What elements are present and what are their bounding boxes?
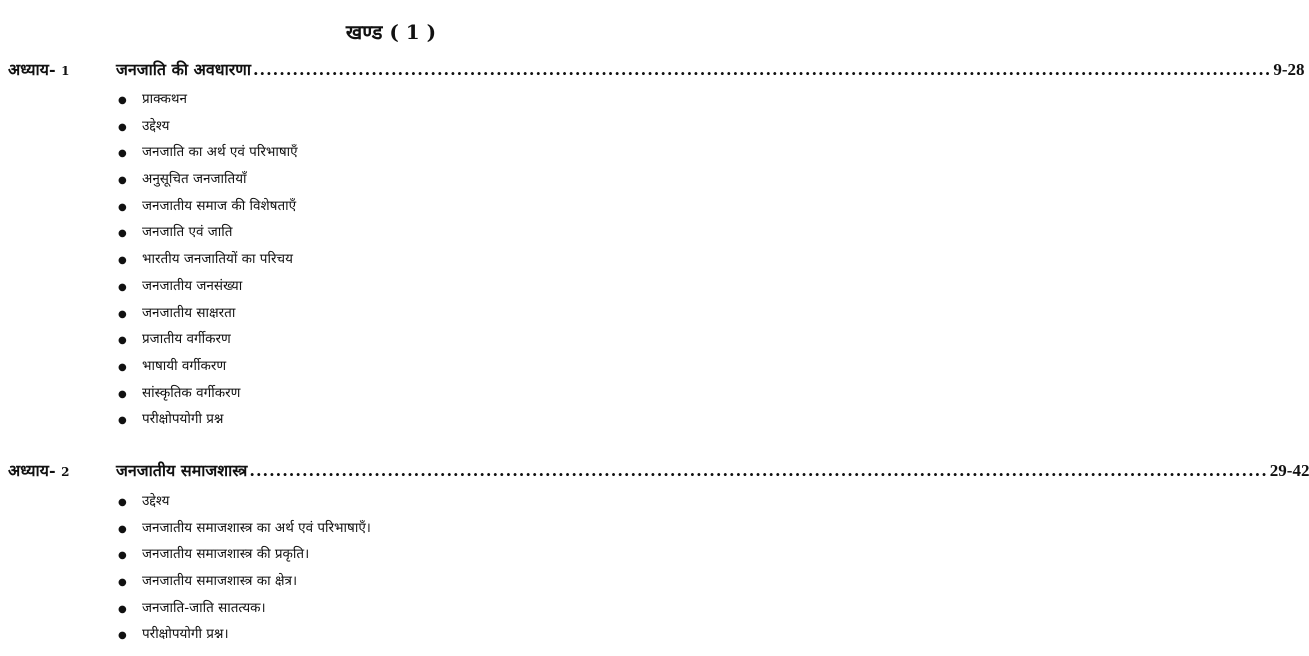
list-item xyxy=(118,515,371,542)
list-item xyxy=(118,595,371,622)
list-item xyxy=(118,193,298,220)
list-item xyxy=(118,406,298,433)
section-heading: खण्ड ( 1 ) xyxy=(345,20,437,44)
bullet-icon: ● xyxy=(118,603,127,615)
topic-text: जनजातीय समाजशास्त्र का अर्थ एवं परिभाषाएँ। xyxy=(142,519,371,536)
topic-text: परीक्षोपयोगी प्रश्न xyxy=(142,411,224,428)
topic-text: सांस्कृतिक वर्गीकरण xyxy=(142,384,241,401)
bullet-icon: ● xyxy=(118,335,127,347)
chapter-1-label xyxy=(8,58,70,83)
list-item xyxy=(118,353,298,380)
list-item xyxy=(118,166,298,193)
list-item xyxy=(118,326,298,353)
chapter-number: 2 xyxy=(61,465,70,479)
list-item xyxy=(118,380,298,407)
list-item xyxy=(118,246,298,273)
dot-leader: ........................................................................................................................................................... xyxy=(249,461,1268,480)
topic-text: उद्देश्य xyxy=(142,493,170,509)
bullet-icon: ● xyxy=(118,201,127,213)
list-item xyxy=(118,113,298,140)
topic-text: जनजाति-जाति सातत्यक। xyxy=(142,599,266,616)
list-item xyxy=(118,273,298,300)
topic-text: अनुसूचित जनजातियाँ xyxy=(142,171,247,188)
bullet-icon: ● xyxy=(118,148,127,160)
bullet-icon: ● xyxy=(118,281,127,293)
bullet-icon: ● xyxy=(118,577,127,589)
list-item xyxy=(118,300,298,327)
topic-text: प्रजातीय वर्गीकरण xyxy=(142,331,231,348)
chapter-number: 1 xyxy=(61,64,70,78)
topic-text: जनजातीय जनसंख्या xyxy=(142,277,243,294)
topic-text: भाषायी वर्गीकरण xyxy=(142,357,227,374)
topic-text: जनजातीय साक्षरता xyxy=(142,304,236,321)
topic-text: जनजातीय समाजशास्त्र का क्षेत्र। xyxy=(142,573,298,590)
topic-text: परीक्षोपयोगी प्रश्न। xyxy=(142,626,229,643)
list-item xyxy=(118,219,298,246)
bullet-icon: ● xyxy=(118,255,127,267)
bullet-icon: ● xyxy=(118,121,127,133)
list-item xyxy=(118,86,298,113)
bullet-icon: ● xyxy=(118,415,127,427)
list-item xyxy=(118,139,298,166)
chapter-label-text: अध्याय- xyxy=(8,60,56,79)
chapter-2-topic-list xyxy=(118,488,371,648)
bullet-icon: ● xyxy=(118,523,127,535)
bullet-icon: ● xyxy=(118,550,127,562)
bullet-icon: ● xyxy=(118,388,127,400)
chapter-1-heading xyxy=(0,58,1305,82)
bullet-icon: ● xyxy=(118,175,127,187)
topic-text: भारतीय जनजातियों का परिचय xyxy=(142,251,293,268)
topic-text: जनजातीय समाज की विशेषताएँ xyxy=(142,197,297,214)
chapter-2-title: जनजातीय समाजशास्त्र xyxy=(116,461,248,480)
topic-text: जनजाति का अर्थ एवं परिभाषाएँ xyxy=(142,144,298,161)
dot-leader: ........................................................................................................................................................... xyxy=(252,60,1272,79)
list-item xyxy=(118,621,371,648)
bullet-icon: ● xyxy=(118,308,127,320)
topic-text: प्राक्कथन xyxy=(142,91,188,107)
bullet-icon: ● xyxy=(118,630,127,642)
list-item xyxy=(118,541,371,568)
chapter-1-title: जनजाति की अवधारणा xyxy=(116,60,251,79)
chapter-1-pages: 9-28 xyxy=(1273,60,1305,79)
list-item xyxy=(118,488,371,515)
chapter-2-pages: 29-42 xyxy=(1269,461,1309,480)
bullet-icon: ● xyxy=(118,361,127,373)
bullet-icon: ● xyxy=(118,95,127,106)
bullet-icon: ● xyxy=(118,228,127,240)
list-item xyxy=(118,568,371,595)
topic-text: जनजातीय समाजशास्त्र की प्रकृति। xyxy=(142,546,310,563)
bullet-icon: ● xyxy=(118,497,127,508)
topic-text: उद्देश्य xyxy=(142,117,170,134)
topic-text: जनजाति एवं जाति xyxy=(142,224,233,241)
chapter-2-heading xyxy=(0,459,1309,483)
chapter-label-text: अध्याय- xyxy=(8,461,56,480)
chapter-1-topic-list xyxy=(118,86,298,433)
chapter-2-label xyxy=(8,459,70,484)
